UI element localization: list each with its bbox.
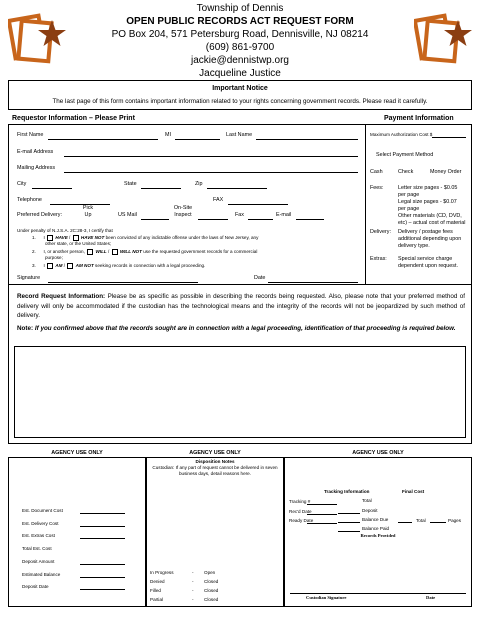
- cert-2: 2. I, or another person, WILL / WILL NOT use the requested government records for a commercial: [32, 249, 258, 255]
- delivery-info: Delivery / postage fees additional depending upon delivery type.: [398, 229, 462, 249]
- ready-date-label: Ready Date: [289, 518, 314, 523]
- onsite-field[interactable]: [198, 219, 228, 220]
- deposit-amount-field[interactable]: [80, 564, 125, 565]
- legal-note: Note: If you confirmed above that the records sought are in connection with a legal proceeding, identification of that proceeding is required below.: [17, 325, 456, 332]
- city-label: City: [17, 181, 27, 187]
- will-checkbox[interactable]: [87, 249, 93, 255]
- mi-label: MI: [165, 132, 171, 138]
- status-list: In Progress - Open Denied - Closed Filled - Closed Partial - Closed: [150, 570, 219, 602]
- address: PO Box 204, 571 Petersburg Road, Dennisville, NJ 08214: [111, 29, 369, 40]
- balance-due-field[interactable]: [338, 522, 360, 523]
- township-logo-right: [414, 8, 472, 68]
- zip-label: Zip: [195, 181, 203, 187]
- email-short-label: E-mail: [276, 212, 292, 218]
- last-name-field[interactable]: [256, 139, 358, 140]
- last-name-label: Last Name: [226, 132, 253, 138]
- mailing-field[interactable]: [64, 172, 358, 173]
- records-provided-label: Records Provided: [360, 533, 396, 538]
- am-checkbox[interactable]: [47, 263, 53, 269]
- disposition-title: Disposition Notes: [195, 459, 235, 464]
- email-field[interactable]: [64, 156, 358, 157]
- est-balance-field[interactable]: [80, 577, 125, 578]
- pickup-label: Pick Up: [82, 205, 94, 218]
- extras-info: Special service charge dependent upon request.: [398, 256, 458, 269]
- township-name: Township of Dennis: [196, 3, 284, 14]
- form-title: OPEN PUBLIC RECORDS ACT REQUEST FORM: [126, 16, 354, 27]
- select-payment-label: Select Payment Method: [376, 152, 434, 158]
- mailing-label: Mailing Address: [17, 165, 56, 171]
- est-balance-label: Estimated Balance: [22, 572, 61, 577]
- record-request-textarea[interactable]: [14, 346, 466, 438]
- record-request-info: Record Request Information: Please be as specific as possible in describing the records being requested. Also, please note that your preferred method of delivery will only be accommodated if the custodian has the technological means and the integrity of the records will not be jeopardized by such method of delivery.: [17, 293, 466, 319]
- agency-header-1: AGENCY USE ONLY: [51, 450, 103, 456]
- delivery-label: Delivery:: [370, 229, 391, 235]
- requestor-heading: Requestor Information – Please Print: [12, 115, 135, 122]
- final-total-label: Total: [416, 518, 426, 523]
- usmail-field[interactable]: [141, 219, 169, 220]
- check-option[interactable]: Check: [398, 169, 414, 175]
- notice-title: Important Notice: [212, 85, 268, 92]
- ready-date-field[interactable]: [307, 523, 337, 524]
- cert-2-cont: purpose;: [45, 255, 63, 260]
- agency-header-3: AGENCY USE ONLY: [352, 450, 404, 456]
- onsite-label: On-Site Inspect: [173, 205, 193, 218]
- deposit-amount-label: Deposit Amount: [22, 559, 55, 564]
- max-auth-field[interactable]: [432, 137, 466, 138]
- custodian-signature-field[interactable]: [290, 593, 466, 594]
- extras-label: Extras:: [370, 256, 387, 262]
- deposit-date-field[interactable]: [80, 589, 125, 590]
- state-field[interactable]: [141, 188, 181, 189]
- email-address: jackie@dennistwp.org: [191, 55, 289, 66]
- penalty-text: Under penalty of N.J.S.A. 2C:28-3, I certify that: [17, 228, 113, 233]
- tracking-no-label: Tracking #: [289, 499, 311, 504]
- telephone-label: Telephone: [17, 197, 42, 203]
- est-extras-cost-field[interactable]: [80, 538, 125, 539]
- tracking-info-title: Tracking Information: [324, 489, 370, 494]
- final-cost-title: Final Cost: [402, 489, 425, 494]
- cert-1: 1. I HAVE / HAVE NOT been convicted of any indictable offense under the laws of New Jersey, any: [32, 235, 259, 241]
- fees-list: Letter size pages - $0.05 per page Legal size pages - $0.07 per page Other materials (CD, DVD, etc) – actual cost of material: [398, 185, 466, 226]
- total-label: Total: [362, 498, 372, 503]
- fees-label: Fees:: [370, 185, 384, 191]
- est-extras-cost-label: Est. Extras Cost: [22, 533, 55, 538]
- email-label: E-mail Address: [17, 149, 54, 155]
- est-doc-cost-field[interactable]: [80, 513, 125, 514]
- fax-top-label: FAX: [213, 197, 224, 203]
- balance-due-label: Balance Due: [362, 517, 389, 522]
- max-auth-label: Maximum Authorization Cost $: [370, 132, 433, 137]
- recd-date-label: Rec'd Date: [289, 509, 312, 514]
- zip-field[interactable]: [207, 188, 267, 189]
- balance-paid-label: Balance Paid: [362, 526, 390, 531]
- final-total-field[interactable]: [398, 522, 412, 523]
- will-not-checkbox[interactable]: [112, 249, 118, 255]
- cert-1-cont: other state, or the United States;: [45, 241, 112, 246]
- city-field[interactable]: [32, 188, 72, 189]
- est-delivery-cost-label: Est. Delivery Cost: [22, 521, 59, 526]
- cert-3: 3. I AM / AM NOT seeking records in connection with a legal proceeding.: [32, 263, 206, 269]
- balance-paid-field[interactable]: [338, 531, 360, 532]
- fax-field[interactable]: [248, 219, 273, 220]
- date-label: Date: [254, 275, 266, 281]
- fax-top-field[interactable]: [228, 204, 288, 205]
- important-notice: [8, 80, 472, 110]
- signature-field[interactable]: [48, 282, 198, 283]
- disposition-text: Custodian: If any part of request cannot be delivered in seven business days, detail reasons here.: [152, 465, 278, 476]
- recd-date-field[interactable]: [307, 514, 337, 515]
- pages-label: Pages: [448, 518, 462, 523]
- custodian-signature-label: Custodian Signature: [306, 595, 347, 600]
- deposit-field[interactable]: [338, 513, 360, 514]
- pages-field[interactable]: [430, 522, 446, 523]
- first-name-label: First Name: [17, 132, 44, 138]
- am-not-checkbox[interactable]: [67, 263, 73, 269]
- date-field[interactable]: [268, 282, 358, 283]
- tracking-no-field[interactable]: [307, 504, 337, 505]
- state-label: State: [124, 181, 137, 187]
- signature-label: Signature: [17, 275, 41, 281]
- fax-label: Fax: [235, 212, 244, 218]
- payment-heading: Payment Information: [384, 115, 454, 122]
- first-name-field[interactable]: [48, 139, 158, 140]
- phone: (609) 861-9700: [205, 42, 275, 53]
- agency-tracking-box: [284, 457, 472, 607]
- mi-field[interactable]: [175, 139, 220, 140]
- custodian-date-label: Date: [426, 595, 436, 600]
- agency-header-2: AGENCY USE ONLY: [189, 450, 241, 456]
- deposit-label: Deposit: [362, 508, 378, 513]
- preferred-delivery-label: Preferred Delivery:: [17, 212, 62, 218]
- money-order-option[interactable]: Money Order: [430, 169, 462, 175]
- deposit-date-label: Deposit Date: [22, 584, 49, 589]
- est-doc-cost-label: Est. Document Cost: [22, 508, 63, 513]
- custodian-name: Jacqueline Justice: [199, 68, 281, 79]
- notice-text: The last page of this form contains important information related to your rights concerning government records. Please read it carefully.: [52, 98, 428, 105]
- form-header: [110, 2, 370, 80]
- email-delivery-field[interactable]: [296, 219, 324, 220]
- cash-option[interactable]: Cash: [370, 169, 383, 175]
- est-delivery-cost-field[interactable]: [80, 526, 125, 527]
- total-est-cost-label: Total Est. Cost: [22, 546, 52, 551]
- township-logo-left: [8, 8, 66, 68]
- usmail-label: US Mail: [118, 212, 137, 218]
